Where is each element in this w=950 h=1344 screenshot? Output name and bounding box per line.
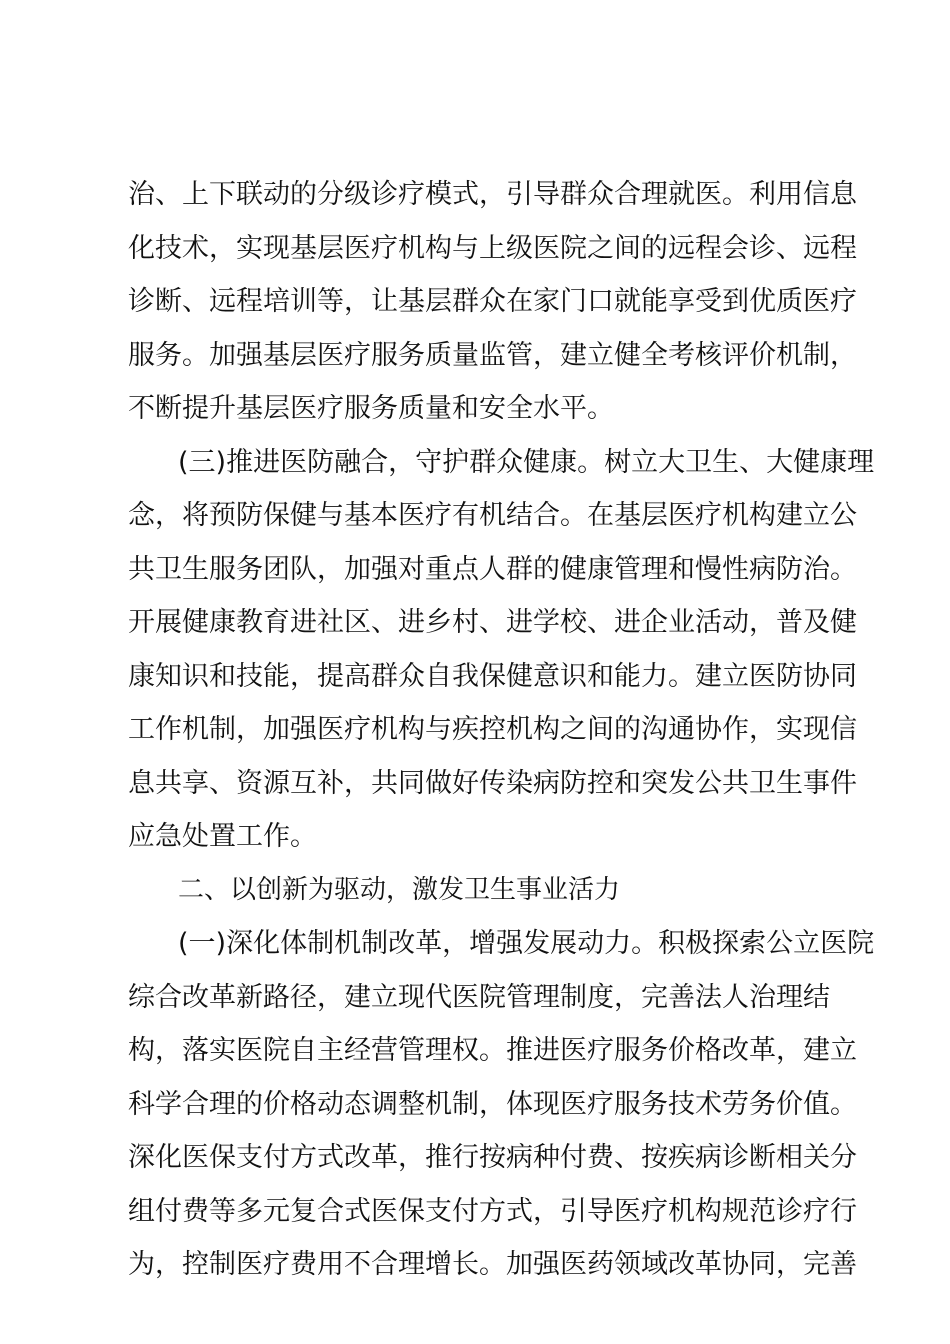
paragraph-line: 念，将预防保健与基本医疗有机结合。在基层医疗机构建立公 xyxy=(128,500,857,531)
paragraph-line: 组付费等多元复合式医保支付方式，引导医疗机构规范诊疗行 xyxy=(128,1195,857,1227)
paragraph-line: 康知识和技能，提高群众自我保健意识和能力。建立医防协同 xyxy=(128,660,857,692)
paragraph-line-section-1-start: (一)深化体制机制改革，增强发展动力。积极探索公立医院 xyxy=(178,928,875,959)
document-body xyxy=(128,168,875,1292)
paragraph-line: 服务。加强基层医疗服务质量监管，建立健全考核评价机制， xyxy=(128,339,857,371)
paragraph-line: 为，控制医疗费用不合理增长。加强医药领域改革协同，完善 xyxy=(128,1249,857,1280)
paragraph-line: 工作机制，加强医疗机构与疾控机构之间的沟通协作，实现信 xyxy=(128,714,857,745)
paragraph-line: 开展健康教育进社区、进乡村、进学校、进企业活动，普及健 xyxy=(128,607,857,638)
paragraph-line: 诊断、远程培训等，让基层群众在家门口就能享受到优质医疗 xyxy=(128,286,857,317)
paragraph-line: 综合改革新路径，建立现代医院管理制度，完善法人治理结 xyxy=(128,981,830,1013)
paragraph-line: 不断提升基层医疗服务质量和安全水平。 xyxy=(128,393,614,424)
paragraph-line-section-3-start: (三)推进医防融合，守护群众健康。树立大卫生、大健康理 xyxy=(178,446,875,478)
section-heading: 二、以创新为驱动，激发卫生事业活力 xyxy=(178,874,621,905)
paragraph-line: 应急处置工作。 xyxy=(128,821,317,852)
paragraph-line: 科学合理的价格动态调整机制，体现医疗服务技术劳务价值。 xyxy=(128,1088,857,1120)
paragraph-line: 化技术，实现基层医疗机构与上级医院之间的远程会诊、远程 xyxy=(128,232,857,264)
paragraph-line: 共卫生服务团队，加强对重点人群的健康管理和慢性病防治。 xyxy=(128,553,857,585)
paragraph-line: 息共享、资源互补，共同做好传染病防控和突发公共卫生事件 xyxy=(128,767,857,799)
paragraph-line: 构，落实医院自主经营管理权。推进医疗服务价格改革，建立 xyxy=(128,1035,857,1066)
paragraph-line: 治、上下联动的分级诊疗模式，引导群众合理就医。利用信息 xyxy=(128,179,857,210)
paragraph-line: 深化医保支付方式改革，推行按病种付费、按疾病诊断相关分 xyxy=(128,1142,857,1173)
